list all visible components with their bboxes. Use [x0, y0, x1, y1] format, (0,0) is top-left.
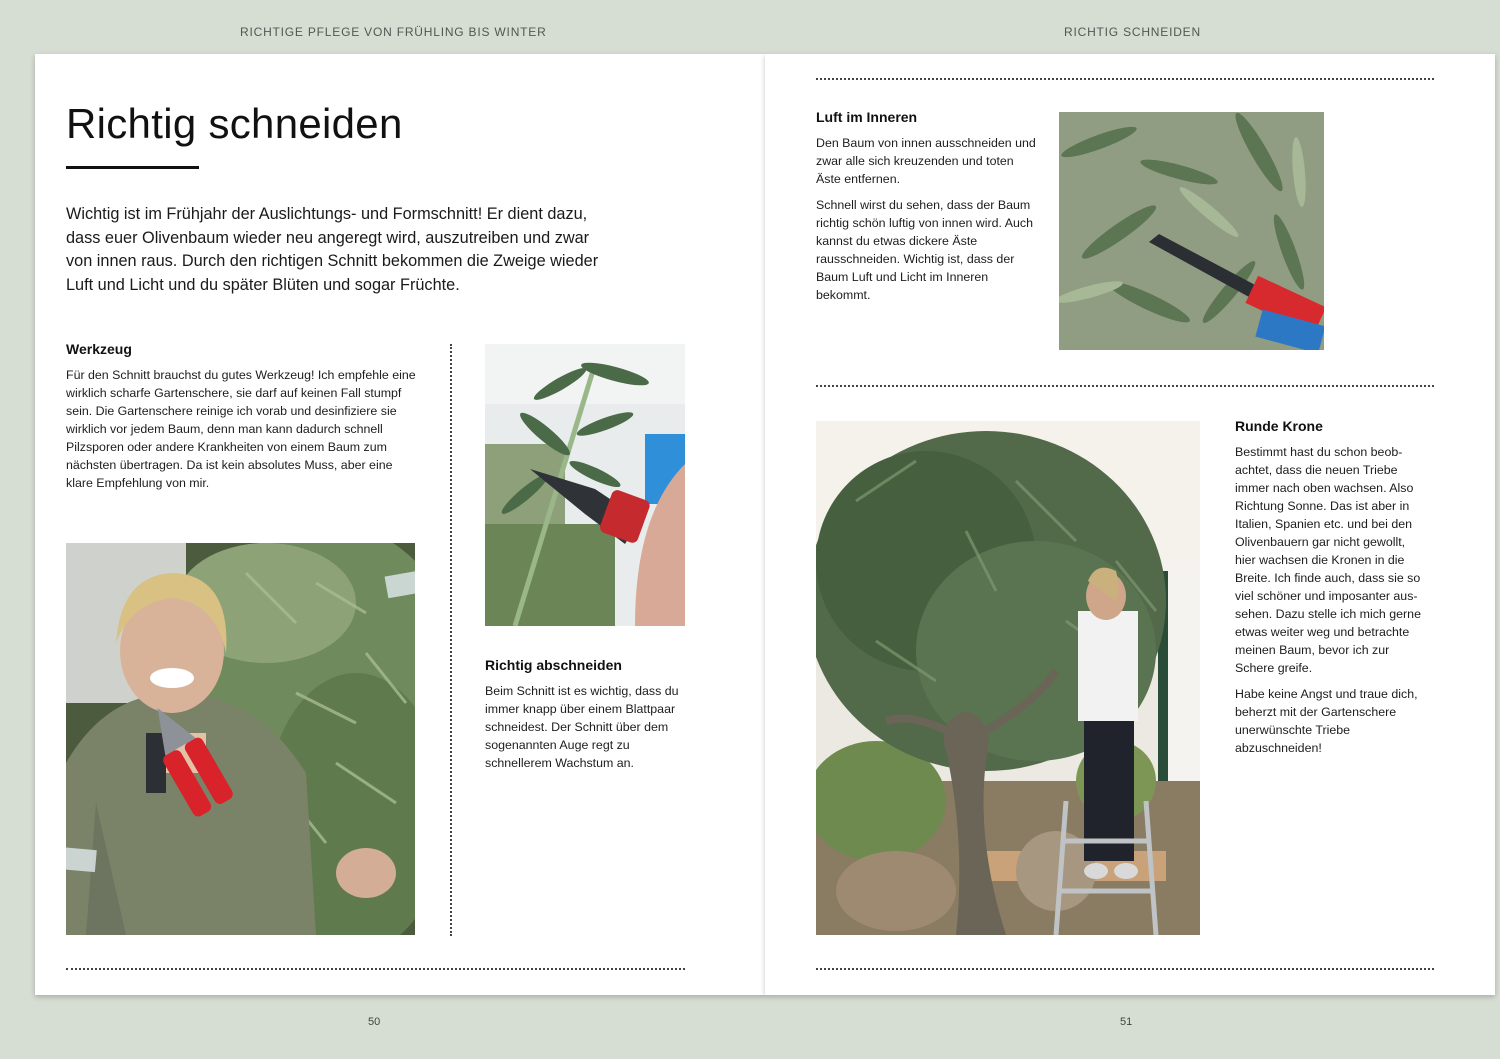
krone-text — [1235, 443, 1425, 765]
right-top-divider — [816, 78, 1434, 80]
left-running-head: RICHTIGE PFLEGE VON FRÜHLING BIS WINTER — [240, 25, 547, 39]
right-running-head: RICHTIG SCHNEIDEN — [1064, 25, 1201, 39]
woman-with-shears-photo — [66, 543, 415, 935]
right-middle-divider — [816, 385, 1434, 387]
intro-paragraph: Wichtig ist im Frühjahr der Auslichtungs- und Formschnitt! Er dient dazu, dass euer Olivenbaum wieder neu angeregt wird, auszutreiben und zwar von innen raus. Durch den richtigen Schnitt bekommen die Zweige wieder Luft und Licht und du später Blüten und sogar Früchte. — [66, 205, 599, 294]
olive-branch-shears-photo — [1059, 112, 1324, 350]
right-page-number: 51 — [1120, 1016, 1133, 1028]
krone-heading: Runde Krone — [1235, 418, 1323, 434]
page-title: Richtig schneiden — [66, 100, 403, 147]
title-underline — [66, 166, 199, 169]
krone-paragraph-2: Habe keine Angst und traue dich, beherzt mit der Gartenschere unerwünschte Triebe abzuschneiden! — [1235, 687, 1418, 755]
werkzeug-heading: Werkzeug — [66, 341, 132, 357]
cutting-branch-photo — [485, 344, 685, 626]
luft-paragraph-1: Den Baum von innen ausschneiden und zwar alle sich kreuzenden und toten Äste entfernen. — [816, 136, 1036, 186]
left-bottom-divider — [66, 968, 685, 970]
abschneiden-text: Beim Schnitt ist es wichtig, dass du immer knapp über einem Blattpaar schneidest. Der Schnitt über dem sogenannten Auge regt zu schnellerem Wachstum an. — [485, 684, 679, 770]
pruning-tree-crown-photo — [816, 421, 1200, 935]
luft-paragraph-2: Schnell wirst du sehen, dass der Baum richtig schön luftig von innen wird. Auch kannst du etwas dickere Äste rausschneiden. Wichtig ist, dass der Baum Luft und Licht im Inneren bekommt. — [816, 198, 1033, 302]
luft-text — [816, 134, 1036, 312]
werkzeug-text: Für den Schnitt brauchst du gutes Werkzeug! Ich empfehle eine wirklich scharfe Gartenschere, sie darf auf keinen Fall stumpf sein. Die Gartenschere reinige ich vorab und desinfiziere sie wirklich vor jedem Baum, denn man kann dadurch schnell Pilzsporen oder andere Krankheiten von einem Baum zum nächsten übertragen. Da ist kein absolutes Muss, aber eine klare Empfehlung von mir. — [66, 368, 416, 490]
krone-paragraph-1: Bestimmt hast du schon beobachtet, dass die neuen Triebe immer nach oben wachsen. Also Richtung Sonne. Das ist aber in Italien, Spanien etc. und bei den Olivenbauern gar nicht gewollt, hier wachsen die Kronen in die Breite. Ich finde auch, dass sie so viel schöner und imposanter aussehen. Dazu stelle ich mich gerne etwas weiter weg und betrachte meinen Baum, bevor ich zur Schere greife. — [1235, 445, 1421, 675]
abschneiden-heading: Richtig abschneiden — [485, 657, 622, 673]
luft-heading: Luft im Inneren — [816, 109, 918, 125]
right-bottom-divider — [816, 968, 1434, 970]
left-page-number: 50 — [368, 1016, 381, 1028]
column-divider — [450, 344, 452, 936]
